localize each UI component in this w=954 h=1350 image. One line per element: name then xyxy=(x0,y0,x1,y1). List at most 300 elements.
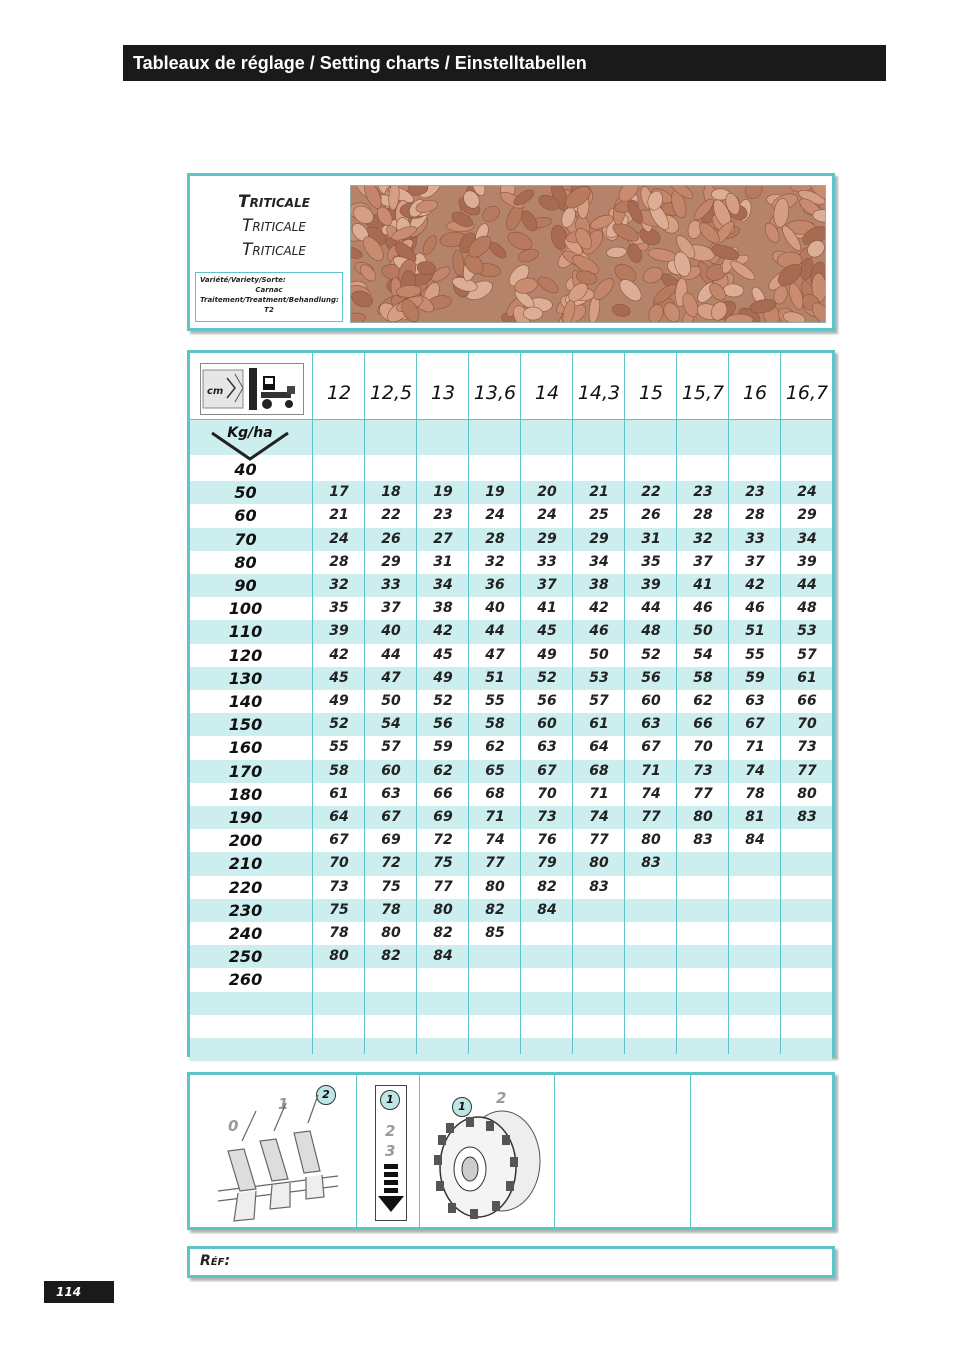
column-header: 12 xyxy=(326,382,352,404)
wheel-selected-badge: 1 xyxy=(452,1097,472,1117)
table-cell xyxy=(573,922,625,945)
table-cell: 40 xyxy=(485,600,505,617)
table-cell: 67 xyxy=(381,809,401,825)
table-cell: 52 xyxy=(433,693,453,709)
table-cell: 50 xyxy=(381,693,401,709)
table-cell xyxy=(625,945,677,968)
table-cell: 57 xyxy=(381,739,401,756)
table-cell: 51 xyxy=(745,623,765,640)
table-cell: 79 xyxy=(537,855,557,872)
table-cell: 66 xyxy=(797,693,817,709)
table-cell: 51 xyxy=(485,669,505,686)
table-cell: 18 xyxy=(381,484,401,501)
grain-texture xyxy=(351,186,825,322)
table-cell: 71 xyxy=(485,809,505,825)
table-cell: 78 xyxy=(381,901,401,918)
table-cell: 34 xyxy=(433,577,453,593)
table-cell: 42 xyxy=(329,646,349,663)
table-cell: 36 xyxy=(485,577,505,593)
table-cell: 62 xyxy=(433,762,453,779)
table-cell: 84 xyxy=(433,948,453,965)
table-cell: 26 xyxy=(381,530,401,547)
table-cell xyxy=(417,458,469,481)
kg-ha-label xyxy=(210,419,290,461)
crop-panel xyxy=(187,173,835,331)
table-cell: 82 xyxy=(381,948,401,965)
table-cell: 70 xyxy=(329,855,349,872)
table-cell xyxy=(521,945,573,968)
table-cell xyxy=(677,922,729,945)
table-cell: 63 xyxy=(537,739,557,756)
table-cell xyxy=(573,968,625,991)
crop-names xyxy=(198,190,350,262)
table-cell xyxy=(365,458,417,481)
table-cell: 82 xyxy=(433,925,453,941)
table-cell: 82 xyxy=(485,901,505,918)
table-cell: 71 xyxy=(641,762,661,779)
gear-selected-badge: 1 xyxy=(380,1090,400,1110)
table-cell: 74 xyxy=(589,809,609,825)
table-cell: 71 xyxy=(589,785,609,802)
table-cell: 44 xyxy=(797,577,817,593)
table-cell: 49 xyxy=(537,646,557,663)
table-cell xyxy=(677,945,729,968)
table-cell: 66 xyxy=(433,785,453,802)
table-cell: 23 xyxy=(433,507,453,524)
rate-label: 260 xyxy=(228,970,263,990)
table-cell: 78 xyxy=(329,925,349,941)
rate-label: 240 xyxy=(228,924,263,943)
table-cell: 73 xyxy=(693,762,713,779)
table-cell: 40 xyxy=(381,623,401,640)
table-cell xyxy=(469,945,521,968)
column-header: 14,3 xyxy=(577,382,621,404)
table-cell: 27 xyxy=(433,530,453,547)
table-cell xyxy=(469,968,521,991)
table-cell: 73 xyxy=(329,878,349,895)
table-cell: 58 xyxy=(329,762,349,779)
table-cell: 23 xyxy=(693,484,713,501)
table-cell: 28 xyxy=(329,553,349,570)
table-cell: 80 xyxy=(329,948,349,965)
column-header: 13 xyxy=(430,382,456,404)
table-cell: 38 xyxy=(433,600,453,617)
rate-label: 90 xyxy=(234,576,257,595)
table-cell: 35 xyxy=(641,553,661,570)
rate-label: 80 xyxy=(234,552,257,572)
table-cell: 42 xyxy=(433,623,453,640)
table-cell xyxy=(729,899,781,922)
table-cell: 32 xyxy=(485,553,505,570)
table-cell: 70 xyxy=(797,716,817,733)
table-cell: 37 xyxy=(745,553,765,570)
down-arrow-icon xyxy=(376,1162,406,1222)
table-cell: 49 xyxy=(329,693,349,709)
reference-box xyxy=(187,1246,835,1278)
gear-steps xyxy=(375,1085,407,1221)
table-cell: 37 xyxy=(693,553,713,570)
table-cell: 21 xyxy=(589,484,609,501)
table-cell xyxy=(677,458,729,481)
table-cell: 83 xyxy=(641,855,661,872)
table-cell xyxy=(521,458,573,481)
rate-label: 110 xyxy=(228,622,263,642)
table-cell: 80 xyxy=(641,832,661,849)
table-cell: 80 xyxy=(433,901,453,918)
table-cell: 55 xyxy=(329,739,349,756)
table-cell: 70 xyxy=(693,739,713,756)
table-cell: 48 xyxy=(641,623,661,640)
table-cell xyxy=(625,968,677,991)
rate-label: 70 xyxy=(234,529,257,549)
table-cell: 60 xyxy=(381,762,401,779)
table-cell: 21 xyxy=(329,507,349,524)
table-cell: 83 xyxy=(693,832,713,849)
table-cell: 77 xyxy=(433,878,453,895)
table-cell: 54 xyxy=(693,646,713,663)
variety-label: Variété/Variety/Sorte: xyxy=(200,276,286,284)
table-cell xyxy=(573,945,625,968)
table-cell xyxy=(781,899,833,922)
table-cell: 52 xyxy=(641,646,661,663)
table-cell: 72 xyxy=(381,855,401,872)
table-cell: 19 xyxy=(433,484,453,501)
table-cell: 46 xyxy=(589,623,609,640)
table-cell xyxy=(573,899,625,922)
sprocket-illustration xyxy=(426,1081,550,1227)
table-cell: 58 xyxy=(693,669,713,686)
table-cell xyxy=(677,852,729,875)
table-cell: 84 xyxy=(745,832,765,849)
table-cell: 48 xyxy=(797,600,817,617)
table-cell: 29 xyxy=(589,530,609,547)
table-cell: 66 xyxy=(693,716,713,733)
rate-label: 180 xyxy=(228,784,263,804)
table-cell: 47 xyxy=(381,669,401,686)
table-cell xyxy=(313,968,365,991)
rate-label: 40 xyxy=(234,460,257,479)
table-cell: 72 xyxy=(433,832,453,849)
table-cell: 80 xyxy=(485,878,505,895)
table-cell xyxy=(729,852,781,875)
table-cell: 44 xyxy=(641,600,661,617)
row-band xyxy=(190,992,832,1015)
table-cell: 24 xyxy=(329,530,349,547)
table-cell: 80 xyxy=(381,925,401,941)
table-cell: 56 xyxy=(537,693,557,709)
table-cell: 70 xyxy=(537,785,557,802)
crop-name-fr: Triticale xyxy=(238,192,310,212)
table-cell: 25 xyxy=(589,507,609,524)
lever-selected-badge: 2 xyxy=(316,1085,336,1105)
rate-label: 150 xyxy=(228,715,263,735)
table-cell xyxy=(729,922,781,945)
seed-drill-icon xyxy=(200,363,304,415)
table-cell: 54 xyxy=(381,716,401,733)
table-cell: 67 xyxy=(537,762,557,779)
tools-divider xyxy=(554,1075,555,1227)
column-header: 12,5 xyxy=(369,382,413,404)
table-cell: 53 xyxy=(797,623,817,640)
variety-box xyxy=(195,272,343,322)
table-cell: 74 xyxy=(485,832,505,849)
setting-table xyxy=(187,350,835,1057)
table-cell: 33 xyxy=(537,553,557,570)
table-cell: 76 xyxy=(537,832,557,849)
rate-label: 220 xyxy=(228,877,263,897)
table-cell: 39 xyxy=(797,553,817,570)
rate-label: 140 xyxy=(228,692,263,711)
rate-label: 50 xyxy=(234,483,257,503)
table-cell: 77 xyxy=(641,809,661,825)
column-header: 16 xyxy=(742,382,768,404)
table-cell xyxy=(625,876,677,899)
column-header: 14 xyxy=(534,382,560,404)
table-cell: 37 xyxy=(537,577,557,593)
table-cell xyxy=(313,458,365,481)
table-cell: 80 xyxy=(797,785,817,802)
table-cell: 24 xyxy=(485,507,505,524)
table-cell xyxy=(729,968,781,991)
rate-label: 100 xyxy=(228,599,263,619)
rate-label: 170 xyxy=(228,761,263,781)
table-cell: 23 xyxy=(745,484,765,501)
lever-pos-0: 0 xyxy=(228,1117,239,1135)
table-cell: 56 xyxy=(641,669,661,686)
rate-label: 160 xyxy=(228,738,263,758)
rate-label: 60 xyxy=(234,506,257,526)
column-header: 13,6 xyxy=(473,382,517,404)
table-cell: 41 xyxy=(693,577,713,593)
table-cell: 61 xyxy=(797,669,817,686)
table-cell: 35 xyxy=(329,600,349,617)
table-cell: 68 xyxy=(589,762,609,779)
table-cell xyxy=(625,899,677,922)
rate-label: 120 xyxy=(228,645,263,665)
table-cell xyxy=(781,458,833,481)
table-cell: 17 xyxy=(329,484,349,501)
crop-name-de: Triticale xyxy=(242,240,306,260)
table-cell: 55 xyxy=(485,693,505,709)
table-cell: 60 xyxy=(641,693,661,709)
treatment-value: T2 xyxy=(264,306,274,314)
rate-label: 250 xyxy=(228,947,263,967)
table-cell xyxy=(781,922,833,945)
table-cell: 77 xyxy=(589,832,609,849)
rate-label: 130 xyxy=(228,668,263,688)
table-cell xyxy=(781,945,833,968)
tools-divider xyxy=(690,1075,691,1227)
table-cell: 73 xyxy=(797,739,817,756)
table-cell: 64 xyxy=(589,739,609,756)
cm-label: cm xyxy=(207,386,224,397)
table-cell: 28 xyxy=(485,530,505,547)
table-cell: 85 xyxy=(485,925,505,941)
table-cell: 69 xyxy=(433,809,453,825)
table-cell: 42 xyxy=(745,577,765,593)
rate-label: 230 xyxy=(228,900,263,920)
table-cell: 77 xyxy=(797,762,817,779)
table-cell: 65 xyxy=(485,762,505,779)
table-cell: 77 xyxy=(693,785,713,802)
crop-name-en: Triticale xyxy=(242,216,306,236)
lever-illustration xyxy=(198,1081,348,1227)
table-cell: 83 xyxy=(589,878,609,895)
table-cell: 52 xyxy=(537,669,557,686)
column-header: 15 xyxy=(638,382,664,404)
table-cell: 33 xyxy=(745,530,765,547)
table-cell: 50 xyxy=(589,646,609,663)
table-cell: 84 xyxy=(537,901,557,918)
table-cell: 80 xyxy=(693,809,713,825)
table-cell: 32 xyxy=(329,577,349,593)
table-cell: 45 xyxy=(329,669,349,686)
table-cell: 55 xyxy=(745,646,765,663)
table-cell: 26 xyxy=(641,507,661,524)
table-cell xyxy=(417,968,469,991)
table-cell: 47 xyxy=(485,646,505,663)
table-cell xyxy=(625,922,677,945)
table-cell: 68 xyxy=(485,785,505,802)
table-cell: 74 xyxy=(641,785,661,802)
table-cell: 44 xyxy=(381,646,401,663)
table-cell xyxy=(625,458,677,481)
table-cell: 57 xyxy=(797,646,817,663)
rate-label: 190 xyxy=(228,808,263,827)
table-cell: 39 xyxy=(329,623,349,640)
table-cell xyxy=(677,899,729,922)
table-cell: 82 xyxy=(537,878,557,895)
table-cell: 53 xyxy=(589,669,609,686)
lever-pos-1: 1 xyxy=(278,1095,289,1113)
table-cell xyxy=(521,922,573,945)
rate-unit: Kg/ha xyxy=(227,425,273,441)
table-cell: 24 xyxy=(797,484,817,501)
table-cell: 75 xyxy=(381,878,401,895)
table-cell: 59 xyxy=(745,669,765,686)
rate-label: 210 xyxy=(228,854,263,874)
tools-divider xyxy=(356,1075,357,1227)
ref-label: Réf: xyxy=(200,1253,231,1269)
table-cell: 58 xyxy=(485,716,505,733)
table-cell: 78 xyxy=(745,785,765,802)
grain-photo xyxy=(350,185,826,323)
table-cell: 33 xyxy=(381,577,401,593)
table-cell: 52 xyxy=(329,716,349,733)
table-cell: 59 xyxy=(433,739,453,756)
tools-divider xyxy=(419,1075,420,1227)
table-cell: 29 xyxy=(797,507,817,524)
table-cell: 34 xyxy=(589,553,609,570)
table-cell: 29 xyxy=(381,553,401,570)
row-band xyxy=(190,1038,832,1061)
table-cell: 38 xyxy=(589,577,609,593)
wheel-option-2: 2 xyxy=(496,1089,507,1107)
gear-step-3: 3 xyxy=(385,1142,396,1160)
table-cell xyxy=(677,968,729,991)
table-cell: 56 xyxy=(433,716,453,733)
table-cell xyxy=(521,968,573,991)
table-cell: 31 xyxy=(641,530,661,547)
table-cell: 69 xyxy=(381,832,401,849)
table-cell: 71 xyxy=(745,739,765,756)
table-cell xyxy=(729,945,781,968)
table-cell: 44 xyxy=(485,623,505,640)
table-cell: 29 xyxy=(537,530,557,547)
table-cell: 62 xyxy=(693,693,713,709)
table-cell: 34 xyxy=(797,530,817,547)
table-cell: 64 xyxy=(329,809,349,825)
table-cell: 81 xyxy=(745,809,765,825)
table-cell xyxy=(573,458,625,481)
table-cell: 57 xyxy=(589,693,609,709)
table-cell: 42 xyxy=(589,600,609,617)
table-cell: 83 xyxy=(797,809,817,825)
table-cell: 63 xyxy=(641,716,661,733)
table-cell: 75 xyxy=(433,855,453,872)
table-cell: 28 xyxy=(745,507,765,524)
table-cell: 28 xyxy=(693,507,713,524)
table-cell: 49 xyxy=(433,669,453,686)
gear-step-2: 2 xyxy=(385,1122,396,1140)
column-header: 16,7 xyxy=(785,382,829,404)
table-cell xyxy=(781,876,833,899)
table-cell xyxy=(365,968,417,991)
variety-value: Carnac xyxy=(255,286,283,294)
table-cell: 45 xyxy=(537,623,557,640)
table-cell: 61 xyxy=(329,785,349,802)
column-header: 15,7 xyxy=(681,382,725,404)
table-cell: 63 xyxy=(745,693,765,709)
rate-label: 200 xyxy=(228,831,263,851)
tools-panel xyxy=(187,1072,835,1230)
table-cell: 50 xyxy=(693,623,713,640)
table-cell xyxy=(781,968,833,991)
table-cell: 62 xyxy=(485,739,505,756)
table-cell: 80 xyxy=(589,855,609,872)
table-cell: 39 xyxy=(641,577,661,593)
table-cell: 41 xyxy=(537,600,557,617)
table-cell xyxy=(729,458,781,481)
table-cell: 67 xyxy=(641,739,661,756)
table-cell xyxy=(729,876,781,899)
table-cell: 45 xyxy=(433,646,453,663)
table-cell: 77 xyxy=(485,855,505,872)
page-number: 114 xyxy=(44,1281,114,1303)
table-cell xyxy=(781,829,833,852)
table-cell: 73 xyxy=(537,809,557,825)
table-cell: 60 xyxy=(537,716,557,733)
table-cell: 63 xyxy=(381,785,401,802)
table-cell: 20 xyxy=(537,484,557,501)
table-cell xyxy=(677,876,729,899)
table-cell: 22 xyxy=(641,484,661,501)
table-cell: 74 xyxy=(745,762,765,779)
table-cell: 46 xyxy=(745,600,765,617)
table-cell xyxy=(781,852,833,875)
table-cell: 22 xyxy=(381,507,401,524)
table-cell: 37 xyxy=(381,600,401,617)
table-cell: 32 xyxy=(693,530,713,547)
page-header: Tableaux de réglage / Setting charts / Einstelltabellen xyxy=(123,45,886,81)
table-cell: 67 xyxy=(745,716,765,733)
table-cell: 61 xyxy=(589,716,609,733)
table-cell: 24 xyxy=(537,507,557,524)
table-cell: 75 xyxy=(329,901,349,918)
table-cell: 19 xyxy=(485,484,505,501)
table-cell: 46 xyxy=(693,600,713,617)
table-cell: 31 xyxy=(433,553,453,570)
